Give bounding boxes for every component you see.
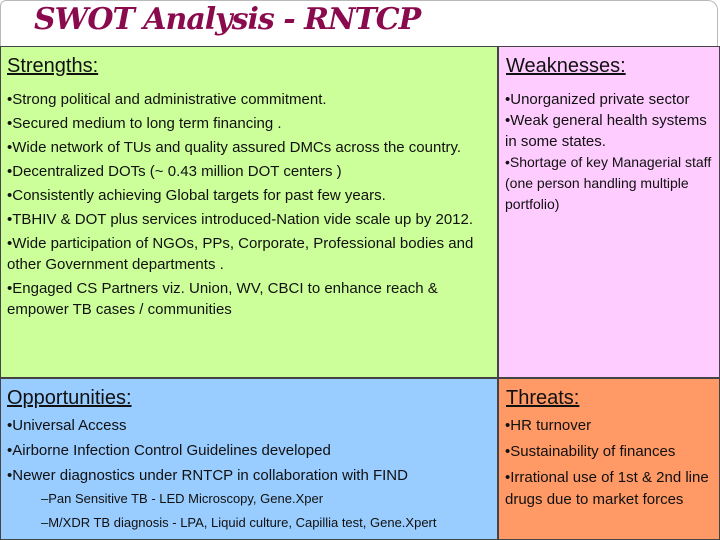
threat-item: •Irrational use of 1st & 2nd line drugs due to market forces — [505, 469, 709, 508]
opportunities-heading: Opportunities: — [7, 387, 132, 409]
strength-item: •Wide network of TUs and quality assured DMCs across the country. — [7, 139, 462, 156]
diagnostics-subitem: –Pan Sensitive TB - LED Microscopy, Gene.Xper — [41, 491, 324, 506]
weaknesses-list — [499, 89, 719, 215]
diagnostics-sublist — [1, 490, 497, 532]
opportunities-quadrant — [0, 378, 498, 540]
strength-item: •Secured medium to long term financing . — [7, 115, 282, 132]
threat-item: •Sustainability of finances — [505, 443, 676, 460]
weakness-item: •Shortage of key Managerial staff (one person handling multiple portfolio) — [505, 154, 712, 212]
slide-title: SWOT Analysis - RNTCP — [34, 2, 421, 37]
opportunities-list — [1, 415, 497, 486]
strengths-list — [1, 89, 497, 320]
weaknesses-quadrant — [498, 46, 720, 378]
strength-item: •Engaged CS Partners viz. Union, WV, CBCI to enhance reach & empower TB cases / communities — [7, 280, 438, 318]
opportunity-item: •Airborne Infection Control Guidelines developed — [7, 442, 331, 459]
opportunity-item: •Newer diagnostics under RNTCP in collaboration with FIND — [7, 467, 408, 484]
opportunity-item: •Universal Access — [7, 417, 127, 434]
diagnostics-subitem: –M/XDR TB diagnosis - LPA, Liquid culture, Capillia test, Gene.Xpert — [41, 515, 437, 530]
threat-item: •HR turnover — [505, 417, 592, 434]
strength-item: •Decentralized DOTs (~ 0.43 million DOT centers ) — [7, 163, 342, 180]
swot-grid — [0, 46, 720, 540]
strengths-heading: Strengths: — [7, 55, 99, 77]
strength-item: •Consistently achieving Global targets for past few years. — [7, 187, 386, 204]
threats-list — [499, 415, 719, 511]
strength-item: •TBHIV & DOT plus services introduced-Nation vide scale up by 2012. — [7, 211, 474, 228]
weakness-item: •Unorganized private sector — [505, 91, 690, 108]
weakness-item: •Weak general health systems in some states. — [505, 112, 707, 150]
strength-item: •Strong political and administrative commitment. — [7, 91, 327, 108]
threats-heading: Threats: — [506, 387, 580, 409]
strengths-quadrant — [0, 46, 498, 378]
strength-item: •Wide participation of NGOs, PPs, Corporate, Professional bodies and other Government departments . — [7, 235, 474, 273]
threats-quadrant — [498, 378, 720, 540]
weaknesses-heading: Weaknesses: — [506, 55, 626, 77]
